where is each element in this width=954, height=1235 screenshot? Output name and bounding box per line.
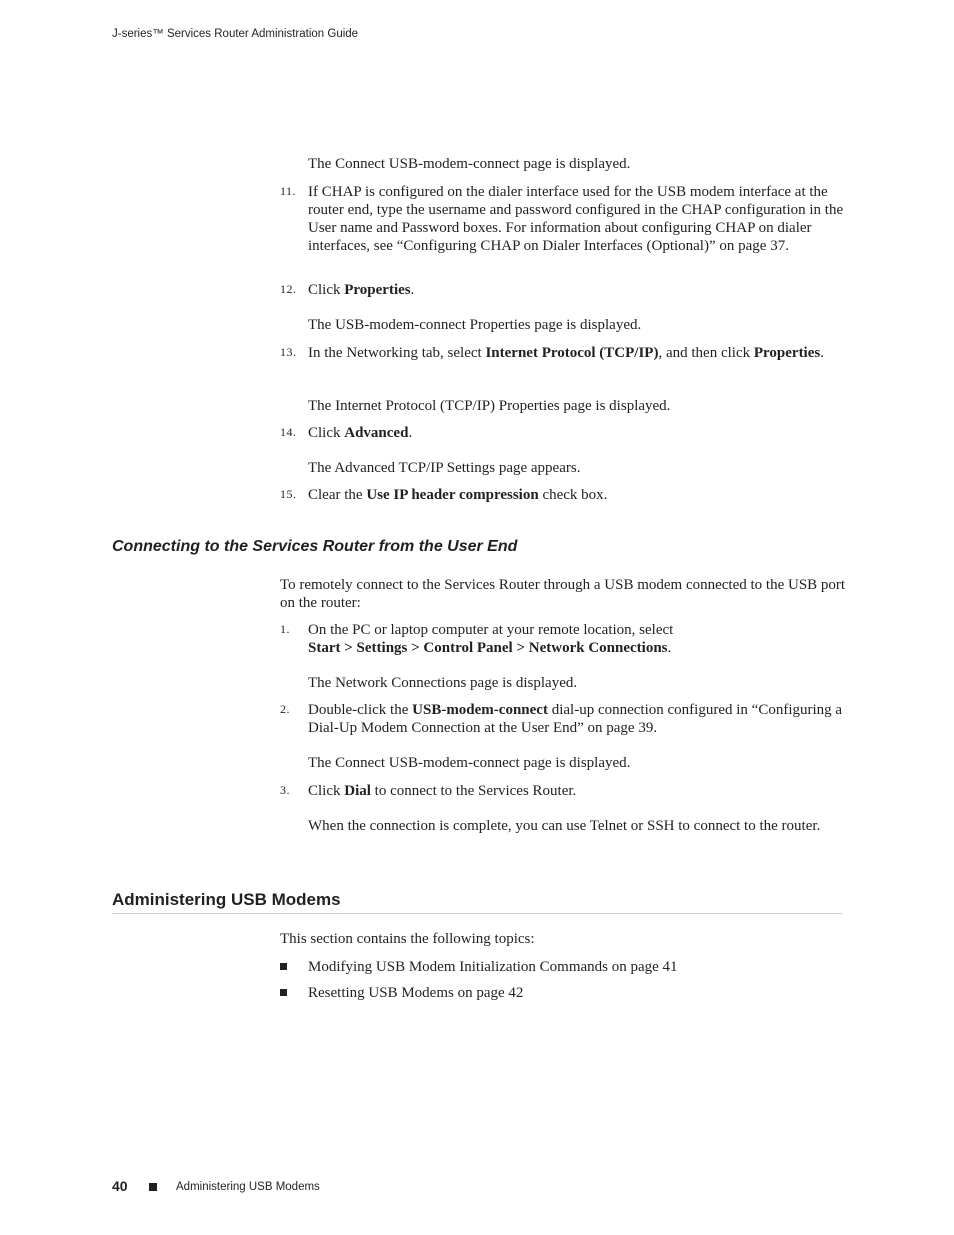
step-number: 3.	[280, 783, 290, 797]
bullet-square-icon	[280, 963, 287, 970]
section-heading: Administering USB Modems	[112, 890, 341, 909]
page-number: 40	[112, 1178, 128, 1194]
step-text: On the PC or laptop computer at your remote location, select Start > Settings > Control Panel > Network Connections.	[308, 622, 674, 656]
subsection-heading: Connecting to the Services Router from the User End	[112, 538, 518, 555]
ui-label-advanced: Advanced	[344, 425, 409, 441]
step-number: 1.	[280, 622, 290, 636]
step-number: 11.	[280, 184, 297, 198]
topic-link[interactable]: Modifying USB Modem Initialization Commands on page 41	[308, 959, 678, 975]
step-text: Clear the Use IP header compression check box.	[308, 487, 608, 503]
step-result-text: The Network Connections page is displayed.	[308, 675, 578, 691]
section-intro: To remotely connect to the Services Router through a USB modem connected to the USB port on the router:	[280, 577, 846, 611]
step-number: 13.	[280, 345, 297, 359]
section-intro: This section contains the following topics:	[280, 931, 535, 947]
step-text: If CHAP is configured on the dialer interface used for the USB modem interface at the router end, type the username and password configured in the CHAP configuration in the User name and Password boxes. For information about configuring CHAP on dialer interfaces, see “Configuring CHAP on Dialer Interfaces (Optional)” on page 37.	[308, 184, 844, 254]
topic-link[interactable]: Resetting USB Modems on page 42	[308, 985, 524, 1001]
bullet-square-icon	[280, 989, 287, 996]
step-result-text: The Advanced TCP/IP Settings page appears.	[308, 460, 581, 476]
step-text: In the Networking tab, select Internet Protocol (TCP/IP), and then click Properties.	[308, 345, 824, 361]
step-result-text: The USB-modem-connect Properties page is displayed.	[308, 317, 642, 333]
ui-label-header-compression: Use IP header compression	[366, 487, 539, 503]
heading-rule	[112, 913, 842, 914]
step-text: Double-click the USB-modem-connect dial-up connection configured in “Configuring a Dial-Up Modem Connection at the User End” on page 39.	[308, 702, 843, 736]
footer-title: Administering USB Modems	[176, 1181, 320, 1193]
ui-menu-path: Start > Settings > Control Panel > Network Connections	[308, 640, 668, 656]
step-text: Click Dial to connect to the Services Router.	[308, 783, 577, 799]
step-result-text: The Connect USB-modem-connect page is displayed.	[308, 755, 631, 771]
step-number: 14.	[280, 425, 297, 439]
step-result-text: When the connection is complete, you can use Telnet or SSH to connect to the router.	[308, 818, 821, 834]
footer-square-icon	[149, 1183, 157, 1191]
ui-label-tcpip: Internet Protocol (TCP/IP)	[485, 345, 659, 361]
step-number: 15.	[280, 487, 297, 501]
running-header: J-series™ Services Router Administration Guide	[112, 28, 359, 40]
ui-label-dial: Dial	[344, 783, 371, 799]
step-number: 12.	[280, 282, 297, 296]
step-text: Click Advanced.	[308, 425, 413, 441]
step-number: 2.	[280, 702, 290, 716]
step-text: Click Properties.	[308, 282, 415, 298]
ui-label-properties: Properties	[344, 282, 411, 298]
ui-label-connection: USB-modem-connect	[412, 702, 548, 718]
step-result-text: The Internet Protocol (TCP/IP) Properties page is displayed.	[308, 398, 671, 414]
step-result-text: The Connect USB-modem-connect page is displayed.	[308, 156, 631, 172]
ui-label-properties: Properties	[753, 345, 821, 361]
